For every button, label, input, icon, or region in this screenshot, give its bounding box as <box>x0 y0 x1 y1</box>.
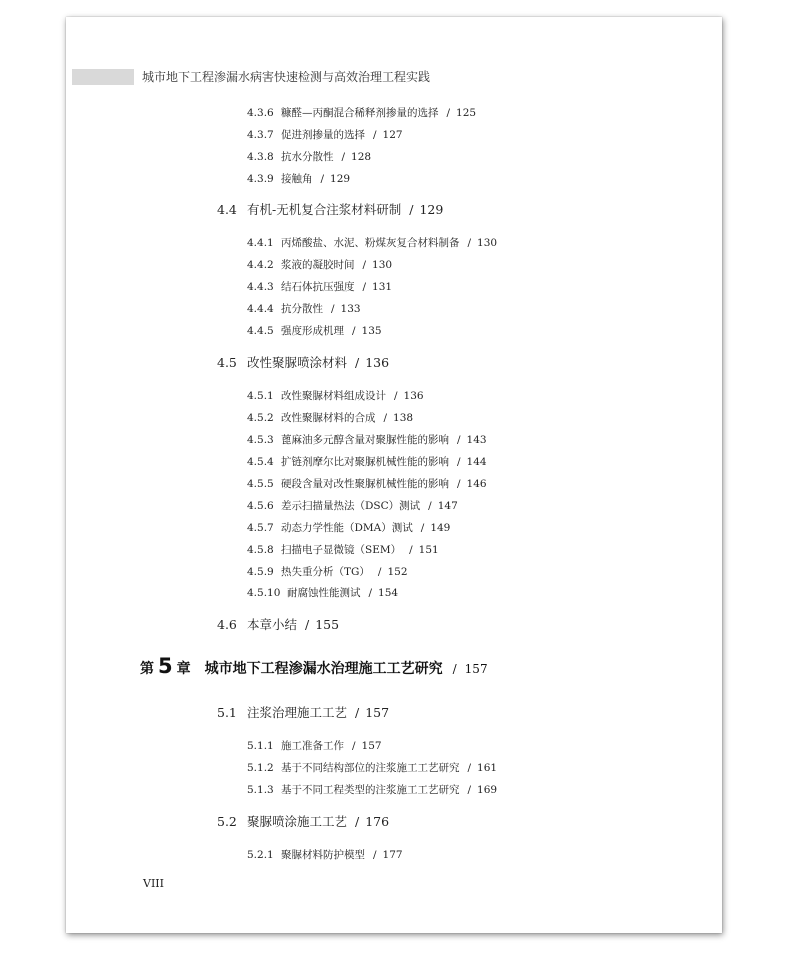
toc-entry-4-5-2[interactable] <box>247 411 413 425</box>
toc-entry-number: 5.1.1 <box>247 740 274 752</box>
toc-entry-title: 基于不同工程类型的注浆施工工艺研究 <box>281 784 460 796</box>
toc-entry-5-1-1[interactable] <box>247 739 382 753</box>
toc-entry-4-5-6[interactable] <box>247 499 458 513</box>
toc-entry-title: 改性聚脲材料组成设计 <box>281 390 386 402</box>
toc-entry-4-5-10[interactable] <box>247 586 398 600</box>
toc-entry-4-5-5[interactable] <box>247 477 487 491</box>
page-folio: VIII <box>143 877 164 890</box>
toc-section-number: 5.2 <box>217 814 237 829</box>
chapter-title: 城市地下工程渗漏水治理施工工艺研究 <box>204 661 443 677</box>
toc-entry-4-4-3[interactable] <box>247 280 392 294</box>
toc-separator: / <box>409 202 414 217</box>
header-bar <box>72 69 134 85</box>
toc-entry-page: 144 <box>466 456 487 468</box>
toc-entry-page: 128 <box>351 151 372 163</box>
toc-entry-4-5-1[interactable] <box>247 389 424 403</box>
toc-separator: / <box>305 617 310 632</box>
toc-entry-title: 施工准备工作 <box>281 740 344 752</box>
toc-entry-number: 4.3.7 <box>247 129 274 141</box>
toc-entry-5-1-3[interactable] <box>247 783 497 797</box>
toc-separator: / <box>331 303 335 315</box>
toc-separator: / <box>428 500 432 512</box>
toc-separator: / <box>457 456 461 468</box>
toc-section-number: 4.5 <box>217 355 237 370</box>
toc-entry-page: 146 <box>466 478 487 490</box>
toc-entry-page: 149 <box>430 522 451 534</box>
toc-entry-page: 157 <box>361 740 382 752</box>
toc-entry-5-1-2[interactable] <box>247 761 497 775</box>
chapter-suffix: 章 <box>176 661 191 677</box>
toc-section-title: 改性聚脲喷涂材料 <box>247 355 348 370</box>
toc-separator: / <box>457 434 461 446</box>
toc-separator: / <box>352 325 356 337</box>
toc-entry-page: 125 <box>456 107 477 119</box>
toc-entry-page: 127 <box>382 129 403 141</box>
toc-entry-title: 动态力学性能（DMA）测试 <box>281 522 413 534</box>
toc-entry-title: 耐腐蚀性能测试 <box>287 587 361 599</box>
toc-entry-title: 差示扫描量热法（DSC）测试 <box>281 500 421 512</box>
toc-separator: / <box>373 849 377 861</box>
toc-entry-4-5-3[interactable] <box>247 433 487 447</box>
toc-entry-page: 136 <box>403 390 424 402</box>
toc-entry-title: 聚脲材料防护模型 <box>281 849 365 861</box>
toc-entry-4-4-2[interactable] <box>247 258 392 272</box>
toc-entry-title: 结石体抗压强度 <box>281 281 355 293</box>
toc-section-title: 有机-无机复合注浆材料研制 <box>247 202 402 217</box>
toc-section-title: 聚脲喷涂施工工艺 <box>247 814 348 829</box>
toc-entry-number: 4.5.3 <box>247 434 274 446</box>
toc-entry-4-3-7[interactable] <box>247 128 403 142</box>
book-page <box>66 17 722 933</box>
toc-entry-title: 扫描电子显微镜（SEM） <box>281 544 402 556</box>
toc-separator: / <box>457 478 461 490</box>
toc-entry-title: 浆液的凝胶时间 <box>281 259 355 271</box>
toc-section-number: 4.4 <box>217 202 237 217</box>
toc-section-4-4[interactable] <box>217 202 443 218</box>
chapter-prefix: 第 <box>140 661 154 677</box>
toc-entry-page: 177 <box>382 849 403 861</box>
toc-separator: / <box>341 151 346 163</box>
toc-entry-title: 硬段含量对改性聚脲机械性能的影响 <box>281 478 449 490</box>
toc-entry-title: 接触角 <box>281 173 313 185</box>
toc-section-4-6[interactable] <box>217 617 339 633</box>
toc-entry-page: 130 <box>372 259 393 271</box>
toc-section-5-2[interactable] <box>217 814 389 830</box>
toc-entry-number: 4.3.6 <box>247 107 274 119</box>
toc-entry-number: 4.5.1 <box>247 390 274 402</box>
toc-section-title: 本章小结 <box>247 617 298 632</box>
toc-entry-page: 131 <box>372 281 393 293</box>
toc-entry-title: 改性聚脲材料的合成 <box>281 412 376 424</box>
toc-entry-number: 5.2.1 <box>247 849 274 861</box>
toc-entry-number: 4.5.5 <box>247 478 274 490</box>
toc-entry-number: 4.5.7 <box>247 522 274 534</box>
toc-entry-4-3-8[interactable] <box>247 150 371 164</box>
toc-separator: / <box>383 412 388 424</box>
toc-separator: / <box>368 587 373 599</box>
toc-separator: / <box>467 237 472 249</box>
toc-section-page: 155 <box>315 617 340 632</box>
toc-section-page: 176 <box>365 814 390 829</box>
toc-section-5-1[interactable] <box>217 705 389 721</box>
toc-separator: / <box>362 281 367 293</box>
toc-entry-title: 基于不同结构部位的注浆施工工艺研究 <box>281 762 460 774</box>
toc-entry-title: 抗水分散性 <box>281 151 334 163</box>
toc-entry-4-3-9[interactable] <box>247 172 350 186</box>
toc-entry-number: 4.4.3 <box>247 281 274 293</box>
toc-separator: / <box>352 740 356 752</box>
toc-entry-4-5-4[interactable] <box>247 455 487 469</box>
toc-entry-number: 4.3.9 <box>247 173 274 185</box>
toc-entry-title: 促进剂掺量的选择 <box>281 129 365 141</box>
toc-entry-page: 147 <box>437 500 458 512</box>
toc-separator: / <box>355 355 360 370</box>
toc-entry-page: 169 <box>477 784 498 796</box>
toc-entry-page: 154 <box>378 587 399 599</box>
toc-entry-title: 丙烯酸盐、水泥、粉煤灰复合材料制备 <box>281 237 460 249</box>
toc-section-page: 136 <box>365 355 390 370</box>
toc-entry-title: 扩链剂摩尔比对聚脲机械性能的影响 <box>281 456 449 468</box>
toc-entry-4-4-4[interactable] <box>247 302 361 316</box>
toc-separator: / <box>320 173 325 185</box>
toc-entry-number: 4.5.4 <box>247 456 274 468</box>
toc-separator: / <box>420 522 425 534</box>
running-header-title: 城市地下工程渗漏水病害快速检测与高效治理工程实践 <box>142 70 431 84</box>
toc-entry-number: 4.5.2 <box>247 412 274 424</box>
toc-entry-page: 161 <box>477 762 498 774</box>
toc-entry-title: 蓖麻油多元醇含量对聚脲性能的影响 <box>281 434 449 446</box>
toc-separator: / <box>377 566 382 578</box>
toc-separator: / <box>409 544 413 556</box>
toc-entry-number: 4.5.9 <box>247 566 274 578</box>
toc-entry-number: 4.4.5 <box>247 325 274 337</box>
toc-entry-number: 4.4.2 <box>247 259 274 271</box>
toc-entry-number: 5.1.2 <box>247 762 274 774</box>
toc-entry-page: 135 <box>361 325 382 337</box>
toc-entry-number: 5.1.3 <box>247 784 274 796</box>
toc-separator: / <box>467 762 472 774</box>
toc-separator: / <box>452 662 457 676</box>
toc-section-page: 157 <box>365 705 390 720</box>
toc-section-number: 5.1 <box>217 705 237 720</box>
toc-entry-4-4-5[interactable] <box>247 324 382 338</box>
toc-entry-number: 4.4.1 <box>247 237 274 249</box>
toc-entry-number: 4.5.10 <box>247 587 281 599</box>
toc-entry-4-5-7[interactable] <box>247 521 450 535</box>
toc-entry-page: 151 <box>418 544 439 556</box>
toc-separator: / <box>355 705 360 720</box>
toc-entry-title: 热失重分析（TG） <box>281 566 370 578</box>
toc-entry-page: 152 <box>387 566 408 578</box>
toc-separator: / <box>362 259 367 271</box>
toc-entry-title: 抗分散性 <box>281 303 323 315</box>
toc-entry-4-3-6[interactable] <box>247 106 476 120</box>
toc-separator: / <box>394 390 398 402</box>
toc-entry-4-5-8[interactable] <box>247 543 439 557</box>
chapter-page: 157 <box>464 662 488 676</box>
toc-entry-title: 糠醛—丙酮混合稀释剂掺量的选择 <box>281 107 439 119</box>
toc-section-page: 129 <box>419 202 444 217</box>
toc-section-number: 4.6 <box>217 617 237 632</box>
chapter-number: 5 <box>158 654 173 678</box>
toc-entry-4-5-9[interactable] <box>247 565 408 579</box>
toc-entry-title: 强度形成机理 <box>281 325 344 337</box>
toc-entry-4-4-1[interactable] <box>247 236 497 250</box>
toc-section-4-5[interactable] <box>217 355 389 371</box>
toc-entry-number: 4.5.8 <box>247 544 274 556</box>
toc-entry-page: 138 <box>393 412 414 424</box>
toc-section-title: 注浆治理施工工艺 <box>247 705 348 720</box>
toc-entry-number: 4.3.8 <box>247 151 274 163</box>
toc-separator: / <box>373 129 377 141</box>
toc-entry-page: 133 <box>340 303 361 315</box>
toc-separator: / <box>355 814 360 829</box>
toc-chapter-5[interactable] <box>140 654 488 678</box>
toc-entry-number: 4.5.6 <box>247 500 274 512</box>
toc-entry-page: 129 <box>330 173 351 185</box>
toc-entry-page: 130 <box>477 237 498 249</box>
toc-entry-number: 4.4.4 <box>247 303 274 315</box>
toc-separator: / <box>467 784 472 796</box>
toc-entry-page: 143 <box>466 434 487 446</box>
toc-entry-5-2-1[interactable] <box>247 848 403 862</box>
toc-separator: / <box>446 107 451 119</box>
